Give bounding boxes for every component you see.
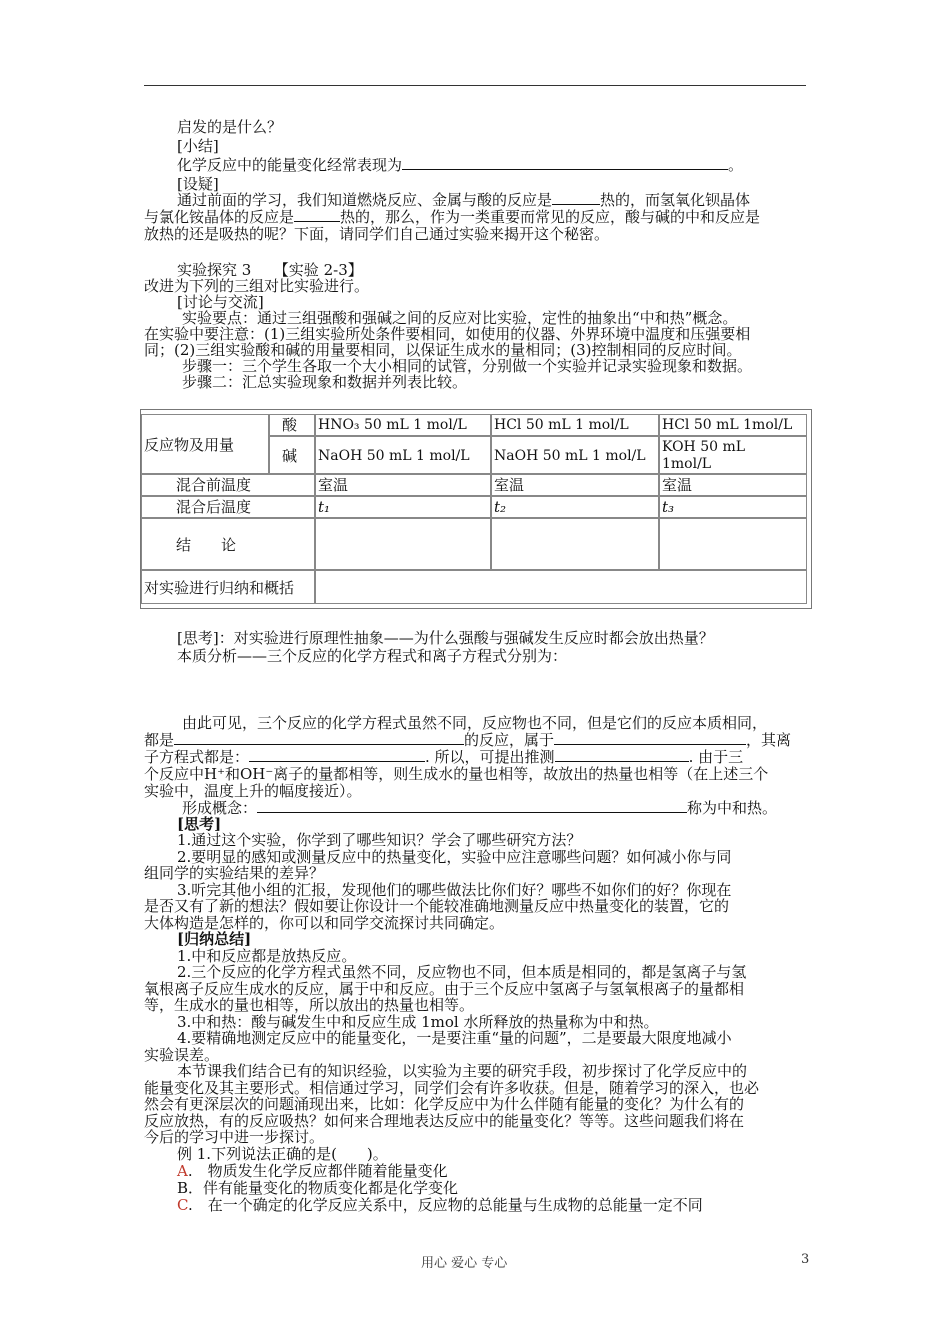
blank: [257, 800, 687, 813]
text-line: 反应放热，有的反应吸热？如何来合理地表达反应中的能量变化？等等。这些问题我们将在: [144, 1112, 745, 1130]
table-cell: [659, 518, 807, 570]
text-line: 是否又有了新的想法？假如要让你设计一个能较准确地测量反应中热量变化的装置，它的: [144, 897, 730, 915]
table-label-reactants: 反应物及用量: [141, 414, 269, 474]
option-c: C. 在一个确定的化学反应关系中，反应物的总能量与生成物的总能量一定不同: [177, 1196, 703, 1214]
table-cell: KOH 50 mL 1mol/L: [659, 436, 807, 474]
table-cell: HCl 50 mL 1mol/L: [659, 414, 807, 436]
text-line: 4.要精确地测定反应中的能量变化，一是要注重“量的问题”，二是要最大限度地减小: [177, 1029, 732, 1047]
blank: [294, 209, 340, 222]
text-line: 放热的还是吸热的呢？下面，请同学们自己通过实验来揭开这个秘密。: [144, 225, 610, 243]
text-line: 等，生成水的量也相等，所以放出的热量也相等。: [144, 996, 475, 1014]
text-line: 子方程式都是： . 所以，可提出推测 . 由于三: [144, 748, 744, 766]
text-line: 形成概念： 称为中和热。: [182, 799, 778, 817]
text-line: 本质分析——三个反应的化学方程式和离子方程式分别为：: [177, 647, 568, 665]
table-cell: NaOH 50 mL 1 mol/L: [315, 436, 491, 474]
blank: [555, 749, 689, 762]
table-label-after: 混合后温度: [141, 496, 315, 518]
text-line: 组同学的实验结果的差异？: [144, 864, 325, 882]
table-cell: NaOH 50 mL 1 mol/L: [491, 436, 659, 474]
section-label: [归纳总结]: [177, 930, 252, 948]
section-label: [设疑]: [177, 175, 219, 193]
table-cell: 室温: [491, 474, 659, 496]
text-line: 3.中和热：酸与碱发生中和反应生成 1mol 水所释放的热量称为中和热。: [177, 1013, 659, 1031]
option-a: A. 物质发生化学反应都伴随着能量变化: [177, 1162, 448, 1180]
text-line: 2.三个反应的化学方程式虽然不同，反应物也不同，但本质是相同的，都是氢离子与氢: [177, 963, 747, 981]
blank: [174, 732, 464, 745]
text-line: 个反应中H⁺和OH⁻离子的量都相等，则生成水的量也相等，故放出的热量也相等（在上述三个: [144, 765, 769, 783]
table-cell: [491, 518, 659, 570]
text-line: 在实验中要注意：(1)三组实验所处条件要相同，如使用的仪器、外界环境中温度和压强要相: [144, 325, 751, 343]
table-label-conclusion: 结 论: [141, 518, 315, 570]
text-line: 步骤二：汇总实验现象和数据并列表比较。: [182, 373, 468, 391]
question-title: 例 1.下列说法正确的是( )。: [177, 1145, 388, 1163]
blank: [402, 157, 728, 170]
text-line: 实验中，温度上升的幅度接近）。: [144, 782, 362, 800]
blank: [249, 749, 425, 762]
blank: [554, 732, 746, 745]
text-line: 改进为下列的三组对比实验进行。: [144, 277, 370, 295]
text-line: 通过前面的学习，我们知道燃烧反应、金属与酸的反应是 热的，而氢氧化钡晶体: [177, 191, 751, 209]
text-line: 同；(2)三组实验酸和碱的用量要相同，以保证生成水的量相同；(3)控制相同的反应时间。: [144, 341, 742, 359]
text-line: 大体构造是怎样的，你可以和同学交流探讨共同确定。: [144, 914, 505, 932]
section-label: [讨论与交流]: [177, 293, 264, 311]
text-line: 2.要明显的感知或测量反应中的热量变化，实验中应注意哪些问题？如何减小你与同: [177, 848, 732, 866]
text-line: 1.通过这个实验，你学到了哪些知识？学会了哪些研究方法？: [177, 831, 582, 849]
text-line: 氧根离子反应生成水的反应，属于中和反应。由于三个反应中氢离子与氢氧根离子的量都相: [144, 980, 745, 998]
experiment-table: [140, 409, 812, 609]
text-line: 能量变化及其主要形式。相信通过学习，同学们会有许多收获。但是，随着学习的深入，也必: [144, 1079, 760, 1097]
table-cell: t₃: [659, 496, 807, 518]
table-cell: [315, 570, 807, 604]
text-line: 化学反应中的能量变化经常表现为 。: [177, 156, 744, 174]
table-cell: t₂: [491, 496, 659, 518]
text-line: 实验要点：通过三组强酸和强碱之间的反应对比实验，定性的抽象出“中和热”概念。: [182, 309, 738, 327]
table-label-summary: 对实验进行归纳和概括: [141, 570, 315, 604]
header-rule: [144, 85, 806, 86]
text-line: 3.听完其他小组的汇报，发现他们的哪些做法比你们好？哪些不如你们的好？你现在: [177, 881, 732, 899]
text-line: 实验误差。: [144, 1046, 220, 1064]
table-label-base: 碱: [269, 436, 315, 474]
text-line: 都是 的反应，属于 ，其离: [144, 731, 792, 749]
text-line: 今后的学习中进一步探讨。: [144, 1128, 325, 1146]
table-cell: 室温: [659, 474, 807, 496]
text-line: 由此可见，三个反应的化学方程式虽然不同，反应物也不同，但是它们的反应本质相同，: [182, 714, 768, 732]
text-line: 1.中和反应都是放热反应。: [177, 947, 357, 965]
table-cell: [315, 518, 491, 570]
text-line: 步骤一：三个学生各取一个大小相同的试管，分别做一个实验并记录实验现象和数据。: [182, 357, 753, 375]
table-cell: HCl 50 mL 1 mol/L: [491, 414, 659, 436]
option-b: B．伴有能量变化的物质变化都是化学变化: [177, 1179, 459, 1197]
text-line: [思考]：对实验进行原理性抽象——为什么强酸与强碱发生反应时都会放出热量？: [177, 629, 714, 647]
text-line: 启发的是什么？: [177, 118, 283, 136]
table-label-before: 混合前温度: [141, 474, 315, 496]
experiment-title: 实验探究 3 【实验 2-3】: [177, 261, 363, 279]
footer-motto: 用心 爱心 专心: [421, 1256, 508, 1271]
blank: [552, 192, 600, 205]
text-line: 与氯化铵晶体的反应是 热的，那么，作为一类重要而常见的反应，酸与碱的中和反应是: [144, 208, 761, 226]
table-cell: HNO₃ 50 mL 1 mol/L: [315, 414, 491, 436]
text-line: 然会有更深层次的问题涌现出来，比如：化学反应中为什么伴随有能量的变化？为什么有的: [144, 1095, 745, 1113]
section-label: [小结]: [177, 137, 219, 155]
section-label: [思考]: [177, 815, 222, 833]
text-line: 本节课我们结合已有的知识经验，以实验为主要的研究手段，初步探讨了化学反应中的: [177, 1062, 748, 1080]
table-label-acid: 酸: [269, 414, 315, 436]
page-number: 3: [801, 1252, 810, 1267]
table-cell: 室温: [315, 474, 491, 496]
table-cell: t₁: [315, 496, 491, 518]
